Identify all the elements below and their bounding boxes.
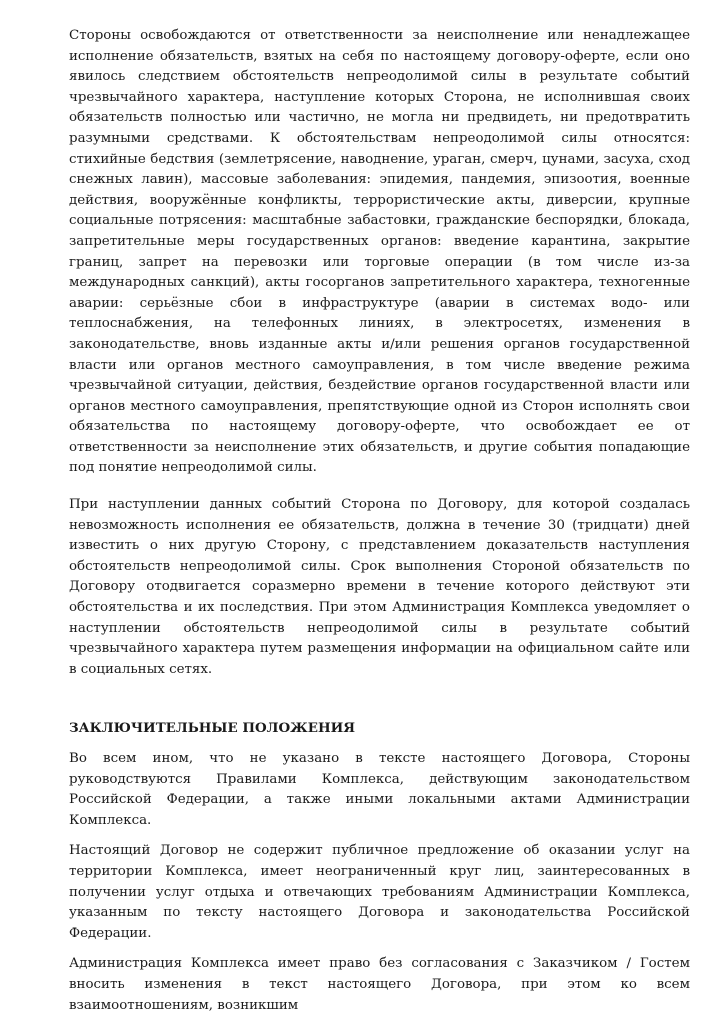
force-majeure-paragraph: Стороны освобождаются от ответственности за неисполнение или ненадлежащее исполнение обязательств, взятых на себя по настоящему договору-оферте, если оно явилось следствием обстоятельств непреодолимой силы в результате событий чрезвычайного характера, наступление которых Сторона, не исполнившая своих обязательств полностью или частично, не могла ни предвидеть, ни предотвратить разумными средствами. К обстоятельствам непреодолимой силы относятся: стихийные бедствия (землетрясение, наводнение, ураган, смерч, цунами, засуха, сход снежных лавин), массовые заболевания: эпидемия, пандемия, эпизоотия, военные действия, вооружённые конфликты, террористические акты, диверсии, крупные социальные потрясения: масштабные забастовки, гражданские беспорядки, блокада, запретительные меры государственных органов: введение карантина, закрытие границ, запрет на перевозки или торговые операции (в том числе из-за международных санкций), акты госорганов запретительного характера, техногенные аварии: серьёзные сбои в инфраструктуре (аварии в системах водо- или теплоснабжения, на телефонных линиях, в электросетях, изменения в законодательстве, вновь изданные акты и/или решения органов государственной власти или органов местного самоуправления, в том числе введение режима чрезвычайной ситуации, действия, бездействие органов государственной власти или органов местного самоуправления, препятствующие одной из Сторон исполнять свои обязательства по настоящему договору-оферте, что освобождает ее от ответственности за неисполнение этих обязательств, и другие события попадающие под понятие непреодолимой силы. [69,28,690,476]
final-provisions-paragraph-3: Администрация Комплекса имеет право без согласования с Заказчиком / Гостем вносить изменения в текст настоящего Договора, при этом ко всем взаимоотношениям, возникшим [69,956,690,1013]
final-provisions-paragraph-1: Во всем ином, что не указано в тексте настоящего Договора, Стороны руководствуются Правилами Комплекса, действующим законодательством Российской Федерации, а также иными локальными актами Администрации Комплекса. [69,751,690,828]
final-provisions-paragraph-2: Настоящий Договор не содержит публичное предложение об оказании услуг на территории Комплекса, имеет неограниченный круг лиц, заинтересованных в получении услуг отдыха и отвечающих требованиям Администрации Комплекса, указанным по тексту настоящего Договора и законодательства Российской Федерации. [69,843,690,941]
section-heading: ЗАКЛЮЧИТЕЛЬНЫЕ ПОЛОЖЕНИЯ [69,720,356,737]
document-page [69,26,690,1026]
notification-paragraph: При наступлении данных событий Сторона по Договору, для которой создалась невозможность исполнения ее обязательств, должна в течение 30 (тридцати) дней известить о них другую Сторону, с представлением доказательств наступления обстоятельств непреодолимой силы. Срок выполнения Стороной обязательств по Договору отодвигается соразмерно времени в течение которого действуют эти обстоятельства и их последствия. При этом Администрация Комплекса уведомляет о наступлении обстоятельств непреодолимой силы в результате событий чрезвычайного характера путем размещения информации на официальном сайте или в социальных сетях. [69,497,690,677]
